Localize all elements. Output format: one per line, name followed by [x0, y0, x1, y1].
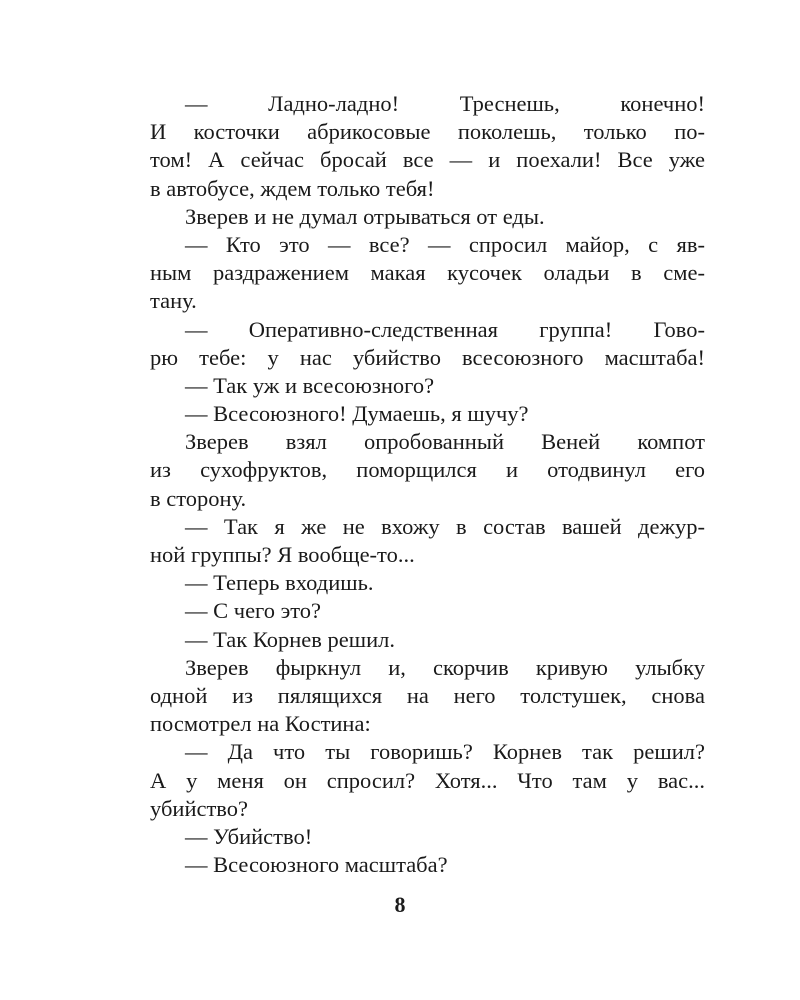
text-line: посмотрел на Костина: [150, 711, 371, 737]
text-line: из сухофруктов, поморщился и отодвинул его [150, 457, 705, 483]
text-line: — Оперативно-следственная группа! Гово- [185, 316, 705, 342]
text-line: в автобусе, ждем только тебя! [150, 175, 435, 201]
text-line: — Да что ты говоришь? Корнев так решил? [185, 739, 705, 765]
text-line: — Так Корнев решил. [185, 626, 395, 652]
text-line: — Теперь входишь. [185, 570, 374, 596]
text-line: убийство? [150, 795, 249, 821]
text-line: Зверев взял опробованный Веней компот [185, 429, 705, 455]
text-line: в сторону. [150, 485, 247, 511]
text-line: — Всесоюзного! Думаешь, я шучу? [185, 401, 529, 427]
book-text [150, 90, 705, 879]
text-line: одной из пялящихся на него толстушек, снова [150, 682, 705, 708]
text-line: — Так я же не вхожу в состав вашей дежур- [185, 513, 705, 539]
text-line: том! А сейчас бросай все — и поехали! Все уже [150, 147, 705, 173]
text-line: ным раздражением макая кусочек оладьи в сме- [150, 260, 705, 286]
page-number: 8 [394, 892, 406, 917]
text-line: — Всесоюзного масштаба? [185, 852, 448, 878]
text-line: — Ладно-ладно! Треснешь, конечно! [185, 91, 705, 116]
text-line: рю тебе: у нас убийство всесоюзного масштаба! [150, 344, 705, 370]
text-line: И косточки абрикосовые поколешь, только по- [150, 119, 705, 145]
text-line: А у меня он спросил? Хотя... Что там у вас... [150, 767, 705, 793]
text-line: — Кто это — все? — спросил майор, с яв- [185, 231, 705, 257]
text-line: тану. [150, 288, 197, 314]
text-line: Зверев и не думал отрываться от еды. [185, 203, 545, 229]
text-line: ной группы? Я вообще-то... [150, 542, 415, 567]
text-line: — С чего это? [185, 598, 322, 624]
text-line: — Убийство! [185, 823, 313, 849]
text-line: Зверев фыркнул и, скорчив кривую улыбку [185, 654, 705, 680]
text-line: — Так уж и всесоюзного? [185, 372, 435, 398]
